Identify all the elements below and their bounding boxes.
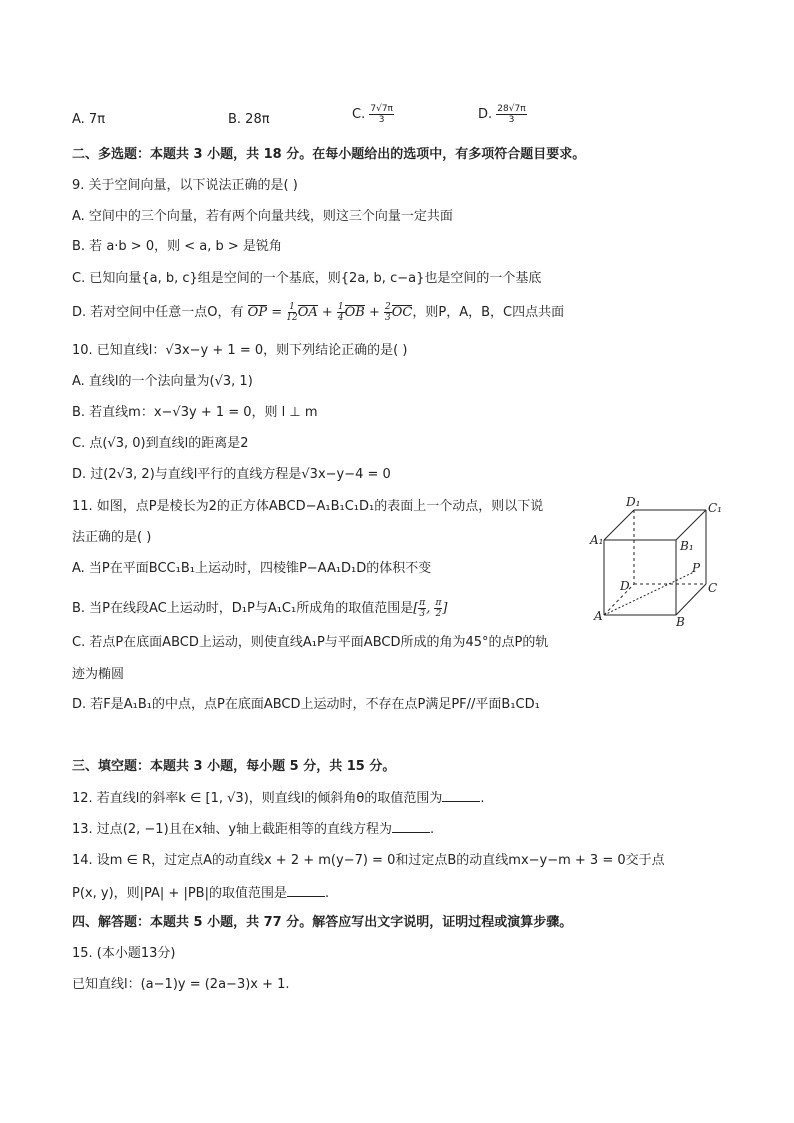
q11-stem-line1: 11. 如图，点P是棱长为2的正方体ABCD−A₁B₁C₁D₁的表面上一个动点，则以下说 <box>72 499 544 514</box>
q11-stem-line2: 法正确的是( ) <box>72 530 152 545</box>
label-d1: D₁ <box>626 495 641 509</box>
q14-line1: 14. 设m ∈ R，过定点A的动直线x + 2 + m(y−7) = 0和过定点B的动直线mx−y−m + 3 = 0交于点 <box>72 853 665 868</box>
q9-option-b: B. 若 a·b > 0，则 < a, b > 是锐角 <box>72 239 282 254</box>
option-d-q8: D. $\frac{28√7\pi}{3}$ <box>478 104 526 125</box>
label-c1: C₁ <box>708 501 722 515</box>
q15-title: 15. (本小题13分) <box>72 946 176 961</box>
q11-option-a: A. 当P在平面BCC₁B₁上运动时，四棱锥P−AA₁D₁D的体积不变 <box>72 561 432 576</box>
q12-text: 12. 若直线l的斜率k ∈ [1, √3)，则直线l的倾斜角θ的取值范围为 . <box>72 791 485 806</box>
q9-option-d: D. 若对空间中任意一点O，有 OP = $\frac{1}{12}$ OA + $\frac{1}{4}$ OB + $\frac{2}{3}$ OC，则P，A，B，C四点共面 <box>72 302 565 323</box>
label-d: D <box>620 579 630 593</box>
q10-option-d: D. 过(2√3, 2)与直线l平行的直线方程是√3x−y−4 = 0 <box>72 467 391 482</box>
q11-option-d: D. 若F是A₁B₁的中点，点P在底面ABCD上运动时，不存在点P满足PF//平面B₁CD₁ <box>72 697 540 712</box>
q11-option-b: B. 当P在线段AC上运动时，D₁P与A₁C₁所成角的取值范围是[ $\frac{\pi}{3}$ , $\frac{\pi}{2}$ ] <box>72 598 448 619</box>
q10-option-b: B. 若直线m：x−√3y + 1 = 0，则 l ⊥ m <box>72 405 318 420</box>
q14-line2: P(x, y)，则|PA| + |PB|的取值范围是 . <box>72 886 330 901</box>
q10-option-a: A. 直线l的一个法向量为(√3, 1) <box>72 374 253 389</box>
q13-text: 13. 过点(2, −1)且在x轴、y轴上截距相等的直线方程为 . <box>72 822 435 837</box>
label-a: A <box>594 609 603 623</box>
q10-stem: 10. 已知直线l：√3x−y + 1 = 0，则下列结论正确的是( ) <box>72 343 408 358</box>
section-header-multiple-choice: 二、多选题：本题共 3 小题，共 18 分。在每小题给出的选项中，有多项符合题目要求。 <box>72 147 586 162</box>
label-p: P <box>692 561 701 575</box>
option-b-q8: B. 28π <box>228 112 270 127</box>
q9-option-c: C. 已知向量{a, b, c}组是空间的一个基底，则{2a, b, c−a}也是空间的一个基底 <box>72 271 542 286</box>
cube-figure <box>586 494 726 632</box>
option-a-q8: A. 7π <box>72 112 106 127</box>
q11-option-c-line1: C. 若点P在底面ABCD上运动，则使直线A₁P与平面ABCD所成的角为45°的点P的轨 <box>72 635 549 650</box>
q11-option-c-line2: 迹为椭圆 <box>72 667 125 682</box>
section-header-solution: 四、解答题：本题共 5 小题，共 77 分。解答应写出文字说明，证明过程或演算步骤。 <box>72 915 573 930</box>
q15-text: 已知直线l：(a−1)y = (2a−3)x + 1. <box>72 977 290 992</box>
q9-stem: 9. 关于空间向量，以下说法正确的是( ) <box>72 178 298 193</box>
label-b1: B₁ <box>680 539 694 553</box>
q9-option-a: A. 空间中的三个向量，若有两个向量共线，则这三个向量一定共面 <box>72 209 453 224</box>
section-header-fill-blank: 三、填空题：本题共 3 小题，每小题 5 分，共 15 分。 <box>72 759 396 774</box>
label-a1: A₁ <box>590 533 604 547</box>
option-c-q8: C. $\frac{7√7\pi}{3}$ <box>352 104 393 125</box>
label-c: C <box>708 581 718 595</box>
label-b: B <box>676 615 685 629</box>
q10-option-c: C. 点(√3, 0)到直线l的距离是2 <box>72 436 249 451</box>
